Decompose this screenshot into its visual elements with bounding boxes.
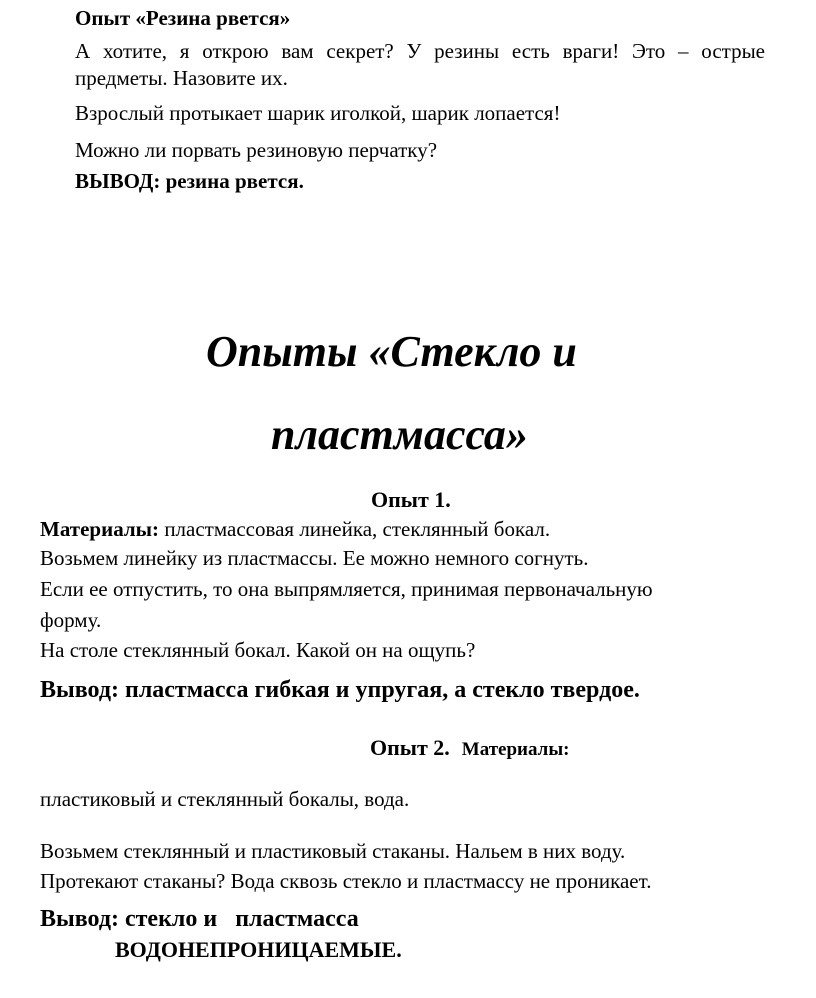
section1-paragraph-line-2: предметы. Назовите их. [75,66,288,90]
exp2-conclusion-line-2: ВОДОНЕПРОНИЦАЕМЫЕ. [115,937,402,962]
section1-title: Опыт «Резина рвется» [75,6,291,30]
main-title-line-2: пластмасса» [271,410,528,459]
section1-paragraph-line-3: Взрослый протыкает шарик иголкой, шарик лопается! [75,101,561,125]
exp2-paragraph-line-2: Протекают стаканы? Вода сквозь стекло и пластмассу не проникает. [40,869,652,893]
exp1-paragraph-line-2: Если ее отпустить, то она выпрямляется, принимая первоначальную [40,577,653,601]
exp2-materials-text: пластиковый и стеклянный бокалы, вода. [40,787,410,811]
exp2-heading: Опыт 2. [370,735,450,760]
exp2-paragraph-line-1: Возьмем стеклянный и пластиковый стаканы. Нальем в них воду. [40,839,626,863]
exp1-paragraph-line-3: форму. [40,608,102,632]
exp1-materials [40,519,550,540]
exp1-conclusion: Вывод: пластмасса гибкая и упругая, а стекло твердое. [40,677,640,703]
exp1-materials-label: Материалы: [40,517,160,541]
section1-paragraph-line-1: А хотите, я открою вам секрет? У резины есть враги! Это – острые [75,39,765,63]
exp2-heading-row [370,737,570,759]
exp1-paragraph-line-1: Возьмем линейку из пластмассы. Ее можно немного согнуть. [40,546,589,570]
section1-conclusion: ВЫВОД: резина рвется. [75,169,304,193]
exp1-heading: Опыт 1. [371,487,451,512]
exp2-materials-label: Материалы: [461,739,570,760]
exp1-materials-text: пластмассовая линейка, стеклянный бокал. [159,517,551,541]
main-title-line-1: Опыты «Стекло и [206,327,577,376]
exp1-paragraph-line-4: На столе стеклянный бокал. Какой он на ощупь? [40,638,476,662]
section1-paragraph-line-4: Можно ли порвать резиновую перчатку? [75,138,438,162]
exp2-conclusion-line-1: Вывод: стекло и пластмасса [40,906,359,932]
